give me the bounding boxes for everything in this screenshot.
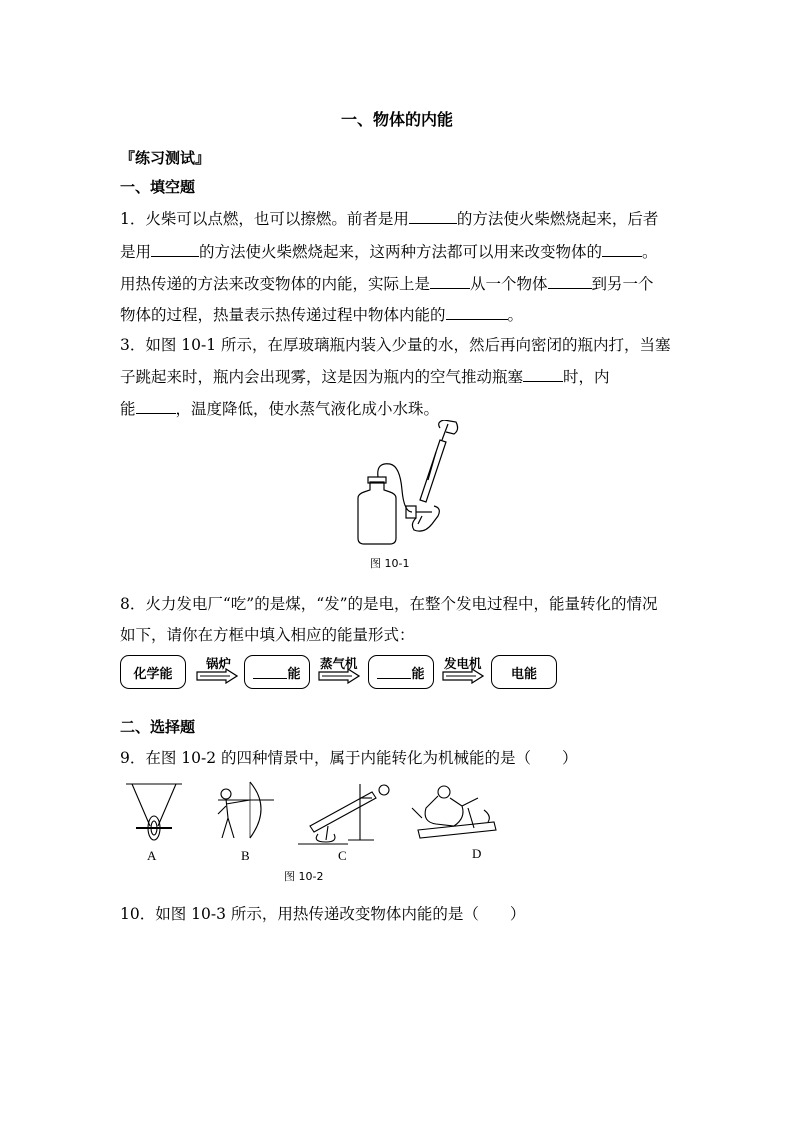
option-label-a: A — [147, 848, 157, 863]
answer-blank[interactable] — [446, 305, 508, 320]
flow-arrow-icon — [442, 668, 484, 684]
flow-arrow-icon — [196, 668, 238, 684]
practice-label: 『练习测试』 — [120, 149, 211, 167]
q8-line-1: 8．火力发电厂“吃”的是煤，“发”的是电，在整个发电过程中，能量转化的情况 — [120, 595, 658, 613]
q9-text: 9．在图 10-2 的四种情景中，属于内能转化为机械能的是（ ） — [120, 749, 578, 767]
q10-text: 10．如图 10-3 所示，用热传递改变物体内能的是（ ） — [120, 905, 526, 923]
page-title: 一、物体的内能 — [340, 110, 453, 129]
flow-box-electric-energy: 电能 — [491, 655, 557, 689]
figure-10-2-caption: 图 10-2 — [284, 870, 324, 883]
option-label-d: D — [472, 846, 482, 861]
figure-10-1-bottle-pump — [340, 420, 460, 550]
flow-box-blank-2 — [368, 655, 434, 689]
q3-text-2a: 子跳起来时，瓶内会出现雾，这是因为瓶内的空气推动瓶塞 — [120, 368, 524, 386]
q1-line-2 — [120, 240, 658, 262]
q3-text-3b: ，温度降低，使水蒸气液化成小水珠。 — [175, 400, 440, 418]
scene-b-archer-icon — [218, 782, 274, 838]
q1-text-2c: 。 — [642, 243, 658, 261]
section-heading-multiple-choice: 二、选择题 — [120, 718, 196, 736]
q3-text-3a: 能 — [120, 400, 136, 418]
flow-label-generator: 发电机 — [444, 656, 482, 671]
answer-blank[interactable] — [136, 399, 176, 414]
figure-10-1-caption: 图 10-1 — [370, 557, 410, 570]
option-label-b: B — [241, 848, 250, 863]
scene-a-wheel-icon — [126, 784, 182, 840]
q1-text-1b: 的方法使火柴燃烧起来，后者 — [456, 210, 659, 228]
q1-line-4 — [120, 303, 523, 325]
flow-box-blank-1 — [244, 655, 310, 689]
flow-box-suffix: 能 — [411, 666, 425, 682]
q1-text-3b: 从一个物体 — [470, 275, 548, 293]
flow-arrow-icon — [318, 668, 360, 684]
q1-text-2a: 是用 — [120, 243, 152, 261]
q3-line-3 — [120, 397, 439, 419]
q8-line-2: 如下，请你在方框中填入相应的能量形式： — [120, 626, 415, 644]
scene-d-fire-drill-icon — [412, 786, 496, 838]
section-heading-fill-blank: 一、填空题 — [120, 178, 196, 196]
answer-blank[interactable] — [602, 242, 642, 257]
answer-blank[interactable] — [151, 242, 199, 257]
answer-blank[interactable] — [430, 274, 470, 289]
q1-line-3 — [120, 272, 654, 294]
q1-text-4a: 物体的过程，热量表示热传递过程中物体内能的 — [120, 306, 446, 324]
flow-box-suffix: 能 — [287, 666, 301, 682]
flow-label-boiler: 锅炉 — [206, 656, 232, 671]
answer-blank[interactable] — [409, 209, 457, 224]
q1-text-3c: 到另一个 — [591, 275, 654, 293]
q3-line-2 — [120, 365, 610, 387]
answer-blank[interactable] — [523, 367, 563, 382]
flow-box-chemical-energy: 化学能 — [120, 655, 186, 689]
answer-blank[interactable] — [548, 274, 592, 289]
option-label-c: C — [338, 848, 347, 863]
q1-text-1a: 1．火柴可以点燃，也可以擦燃。前者是用 — [120, 210, 409, 228]
q3-text-2b: 时，内 — [563, 368, 610, 386]
q1-text-4b: 。 — [507, 306, 524, 324]
q1-text-3a: 用热传递的方法来改变物体的内能，实际上是 — [120, 275, 431, 293]
answer-blank[interactable] — [253, 666, 287, 679]
figure-10-2-scenes — [122, 778, 522, 848]
q1-line-1 — [120, 207, 658, 229]
flow-label-steam-engine: 蒸气机 — [320, 656, 358, 671]
q1-text-2b: 的方法使火柴燃烧起来，这两种方法都可以用来改变物体的 — [199, 243, 603, 261]
answer-blank[interactable] — [377, 666, 411, 679]
scene-c-test-tube-icon — [298, 784, 389, 844]
q3-line-1: 3．如图 10-1 所示，在厚玻璃瓶内装入少量的水，然后再向密闭的瓶内打，当塞 — [120, 336, 671, 354]
